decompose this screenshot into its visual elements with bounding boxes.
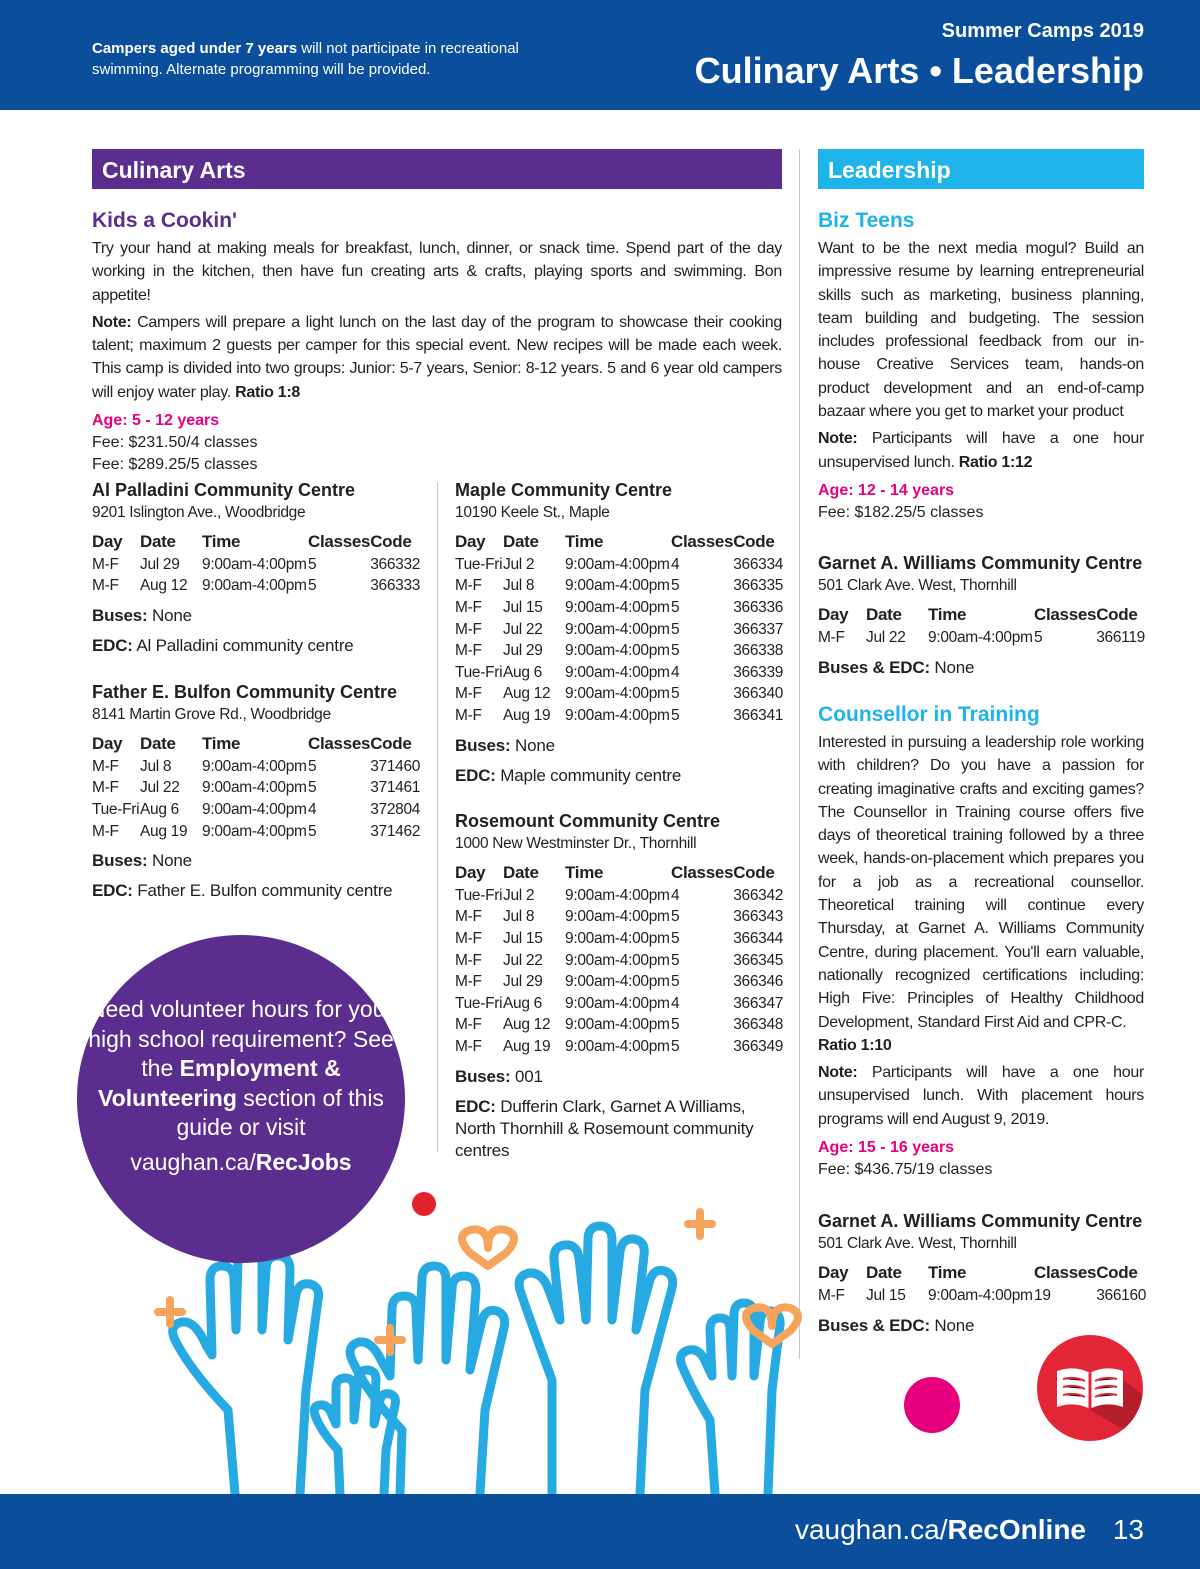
table-cell: 366332 <box>370 555 421 573</box>
table-cell: Aug 19 <box>503 1037 551 1055</box>
table-row <box>92 799 420 821</box>
table-cell: 5 <box>671 951 680 969</box>
column-header: Classes <box>308 532 371 551</box>
column-header: Code <box>733 863 775 882</box>
page-header <box>0 0 1200 110</box>
location-address: 501 Clark Ave. West, Thornhill <box>818 1235 1017 1252</box>
column-header: Day <box>92 734 123 753</box>
table-cell: 366333 <box>370 577 421 595</box>
volunteer-callout <box>77 935 405 1263</box>
table-cell: Jul 29 <box>140 555 180 573</box>
volunteer-text-bold: Employment & Volunteering <box>98 1055 341 1111</box>
table-cell: 366337 <box>733 620 784 638</box>
table-row <box>455 928 783 950</box>
table-cell: Jul 22 <box>503 620 543 638</box>
table-cell: M-F <box>455 685 482 703</box>
table-cell: 9:00am-4:00pm <box>565 1016 670 1034</box>
location-name: Garnet A. Williams Community Centre <box>818 553 1143 573</box>
buses-value: None <box>147 851 192 871</box>
table-row <box>92 821 420 843</box>
edc-info <box>92 880 422 902</box>
program-title: Kids a Cookin' <box>92 209 238 232</box>
edc-info <box>455 765 785 787</box>
column-header: Date <box>140 734 176 753</box>
table-row <box>92 576 420 598</box>
ratio: Ratio 1:8 <box>235 383 300 401</box>
table-cell: 5 <box>671 1037 680 1055</box>
column-header: Code <box>733 532 775 551</box>
edc-label: EDC: <box>92 636 133 656</box>
buses-value: 001 <box>510 1066 543 1086</box>
schedule-table <box>818 603 1145 649</box>
edc-value: Al Palladini community centre <box>132 636 354 656</box>
description-text: Interested in pursuing a leadership role working with children? Do you have a passion for creating imaginative crafts and exciting games? The Counsellor in Training course offers five days of theoretical training followed by a three week, hands-on-placement which prepares you for a job as a recreational counsellor. Theoretical training will continue every Thursday, at Garnet A. Williams Community Centre, during placement. You'll earn valuable, nationally recognized certifications including: High Five: Principles of Healthy Childhood Development, Standard First Aid and CPR-C. <box>818 734 1144 1031</box>
table-cell: Aug 6 <box>140 800 180 818</box>
table-cell: M-F <box>455 1037 482 1055</box>
table-cell: 9:00am-4:00pm <box>928 1286 1033 1304</box>
table-row <box>818 627 1145 649</box>
location-garnet-williams-biz <box>818 551 1148 679</box>
table-cell: 5 <box>308 555 317 573</box>
volunteer-text <box>77 995 405 1143</box>
edc-label: EDC: <box>455 1096 496 1116</box>
note-label: Note: <box>818 1064 858 1082</box>
column-header: Date <box>866 1263 902 1282</box>
swimming-note-text: will not participate in recreational swimming. Alternate programming will be provided. <box>92 40 519 78</box>
location-address: 501 Clark Ave. West, Thornhill <box>818 577 1017 594</box>
reconline-link-plain: vaughan.ca/ <box>794 1514 948 1545</box>
column-header: Date <box>503 863 539 882</box>
table-cell: Jul 15 <box>503 598 543 616</box>
age-range: Age: 12 - 14 years <box>818 481 955 499</box>
table-cell: 5 <box>671 929 680 947</box>
column-header: Date <box>866 605 902 624</box>
table-row <box>92 778 420 800</box>
table-cell: 4 <box>308 800 317 818</box>
table-header-row <box>455 530 783 554</box>
note-label: Note: <box>92 313 132 331</box>
edc-value: Father E. Bulfon community centre <box>132 881 393 901</box>
table-cell: 5 <box>671 642 680 660</box>
edc-value: Maple community centre <box>495 765 682 785</box>
table-cell: 9:00am-4:00pm <box>565 908 670 926</box>
swimming-note-bold: Campers aged under 7 years <box>92 40 298 57</box>
table-cell: 366344 <box>733 929 784 947</box>
table-row <box>455 640 783 662</box>
column-header: Time <box>565 532 604 551</box>
table-cell: M-F <box>455 951 482 969</box>
schedule-table <box>455 530 783 727</box>
fee: Fee: $231.50/4 classes <box>92 434 258 452</box>
buses-value: None <box>510 735 555 755</box>
buses-edc-label: Buses & EDC: <box>818 657 930 677</box>
column-header: Time <box>202 734 241 753</box>
table-cell: 9:00am-4:00pm <box>565 951 670 969</box>
program-description: Want to be the next media mogul? Build an impressive resume by learning entrepreneurial skills such as marketing, business planning, team building and budgeting. The session includes professional feedback from our in-house Creative Services team, hands-on product development and an end-of-camp bazaar where you get to market your product <box>818 240 1144 421</box>
edc-info <box>92 635 422 657</box>
column-header: Classes <box>671 532 734 551</box>
table-cell: 4 <box>671 555 680 573</box>
table-cell: M-F <box>92 822 119 840</box>
table-row <box>455 576 783 598</box>
location-name: Father E. Bulfon Community Centre <box>92 682 398 702</box>
buses-label: Buses: <box>455 735 511 755</box>
table-cell: 9:00am-4:00pm <box>565 994 670 1012</box>
ratio: Ratio 1:10 <box>818 1036 892 1054</box>
column-header: Time <box>928 605 967 624</box>
table-cell: 366345 <box>733 951 784 969</box>
location-garnet-williams-cit <box>818 1209 1148 1337</box>
table-cell: Tue-Fri <box>455 555 503 573</box>
column-header: Classes <box>671 863 734 882</box>
swimming-note <box>92 38 562 80</box>
table-row <box>92 756 420 778</box>
table-cell: Jul 2 <box>503 555 535 573</box>
recjobs-link-bold: RecJobs <box>255 1148 352 1175</box>
column-header: Day <box>92 532 123 551</box>
location-name: Garnet A. Williams Community Centre <box>818 1211 1143 1231</box>
table-cell: M-F <box>455 908 482 926</box>
column-divider <box>437 482 438 1152</box>
reconline-link-bold: RecOnline <box>947 1514 1086 1545</box>
buses-label: Buses: <box>455 1066 511 1086</box>
note-label: Note: <box>818 430 858 448</box>
table-row <box>455 619 783 641</box>
table-row <box>455 885 783 907</box>
table-cell: 5 <box>671 908 680 926</box>
table-row <box>455 907 783 929</box>
column-header: Date <box>140 532 176 551</box>
table-row <box>455 705 783 727</box>
table-cell: Aug 12 <box>140 577 188 595</box>
column-header: Classes <box>308 734 371 753</box>
table-cell: 9:00am-4:00pm <box>565 706 670 724</box>
table-cell: 366348 <box>733 1016 784 1034</box>
table-cell: M-F <box>818 1286 845 1304</box>
program-title: Counsellor in Training <box>818 703 1040 726</box>
table-cell: 4 <box>671 663 680 681</box>
table-row <box>818 1285 1146 1307</box>
table-cell: M-F <box>455 706 482 724</box>
table-cell: 9:00am-4:00pm <box>565 620 670 638</box>
table-cell: 9:00am-4:00pm <box>202 779 307 797</box>
location-rosemount <box>455 809 785 1162</box>
table-header-row <box>92 530 420 554</box>
table-cell: 9:00am-4:00pm <box>565 642 670 660</box>
table-cell: 5 <box>671 598 680 616</box>
recjobs-link[interactable] <box>77 1149 405 1176</box>
schedule-table <box>92 530 420 597</box>
table-cell: Jul 22 <box>140 779 180 797</box>
location-name: Rosemount Community Centre <box>455 811 721 831</box>
column-header: Day <box>455 863 486 882</box>
buses-info <box>455 1066 785 1088</box>
table-cell: 371462 <box>370 822 421 840</box>
table-cell: M-F <box>455 642 482 660</box>
edc-info <box>455 1096 785 1162</box>
table-cell: 5 <box>308 779 317 797</box>
column-header: Day <box>818 1263 849 1282</box>
table-cell: 366335 <box>733 577 784 595</box>
table-cell: Jul 8 <box>503 577 535 595</box>
program-note <box>92 311 782 404</box>
schedule-table <box>818 1261 1146 1307</box>
note-text: Campers will prepare a light lunch on the last day of the program to showcase their cooking talent; maximum 2 guests per camper for this special event. New recipes will be made each week. This camp is divided into two groups: Junior: 5-7 years, Senior: 8-12 years. 5 and 6 year old campers will enjoy water play. <box>92 313 782 401</box>
column-header: Date <box>503 532 539 551</box>
location-address: 9201 Islington Ave., Woodbridge <box>92 504 306 521</box>
program-note <box>818 1061 1144 1131</box>
location-name: Maple Community Centre <box>455 480 673 500</box>
program-description <box>818 731 1144 1057</box>
table-cell: Tue-Fri <box>455 663 503 681</box>
buses-info <box>92 850 422 872</box>
table-cell: 9:00am-4:00pm <box>202 577 307 595</box>
table-row <box>455 971 783 993</box>
table-row <box>455 1036 783 1058</box>
table-cell: M-F <box>455 598 482 616</box>
ratio: Ratio 1:12 <box>958 453 1033 471</box>
table-cell: 9:00am-4:00pm <box>565 929 670 947</box>
table-cell: Tue-Fri <box>455 886 503 904</box>
column-header: Day <box>818 605 849 624</box>
table-cell: 366119 <box>1096 628 1145 646</box>
edc-value: Dufferin Clark, Garnet A Williams, North Thornhill & Rosemount community centres <box>455 1096 754 1160</box>
table-cell: 366338 <box>733 642 784 660</box>
table-cell: 366342 <box>733 886 784 904</box>
table-cell: 9:00am-4:00pm <box>565 1037 670 1055</box>
reconline-link[interactable] <box>795 1514 1086 1546</box>
page-number: 13 <box>1112 1514 1144 1545</box>
table-cell: M-F <box>455 1016 482 1034</box>
column-header: Code <box>370 532 412 551</box>
column-header: Time <box>202 532 241 551</box>
location-maple <box>455 478 785 787</box>
column-header: Day <box>455 532 486 551</box>
fee: Fee: $436.75/19 classes <box>818 1161 993 1179</box>
table-header-row <box>92 732 420 756</box>
table-cell: Jul 15 <box>866 1286 906 1304</box>
table-cell: 371460 <box>370 757 421 775</box>
table-cell: 5 <box>671 706 680 724</box>
table-cell: Jul 2 <box>503 886 535 904</box>
biz-teens-program <box>818 209 1144 524</box>
culinary-section-header: Culinary Arts <box>92 149 782 189</box>
table-cell: 366346 <box>733 973 784 991</box>
guide-title: Summer Camps 2019 <box>941 20 1144 42</box>
schedule-table <box>92 732 420 842</box>
table-header-row <box>818 1261 1146 1285</box>
location-address: 1000 New Westminster Dr., Thornhill <box>455 835 697 852</box>
table-row <box>455 597 783 619</box>
table-cell: 4 <box>671 886 680 904</box>
table-cell: 366347 <box>733 994 784 1012</box>
table-cell: 4 <box>671 994 680 1012</box>
recjobs-link-plain: vaughan.ca/ <box>130 1148 256 1175</box>
location-address: 10190 Keele St., Maple <box>455 504 610 521</box>
book-icon <box>1037 1335 1143 1441</box>
table-header-row <box>455 861 783 885</box>
buses-info <box>455 735 785 757</box>
leadership-section-header: Leadership <box>818 149 1144 189</box>
table-cell: Aug 6 <box>503 994 543 1012</box>
buses-edc-info <box>818 1315 1148 1337</box>
buses-label: Buses: <box>92 606 148 626</box>
table-cell: Jul 22 <box>503 951 543 969</box>
location-name: Al Palladini Community Centre <box>92 480 356 500</box>
table-cell: 9:00am-4:00pm <box>202 800 307 818</box>
table-cell: 9:00am-4:00pm <box>202 555 307 573</box>
table-cell: 5 <box>671 620 680 638</box>
program-title: Biz Teens <box>818 209 915 232</box>
table-cell: Jul 8 <box>140 757 172 775</box>
table-cell: Jul 29 <box>503 973 543 991</box>
volunteer-text-a: Need volunteer hours for your high school requirement? See the <box>88 996 394 1081</box>
column-header: Time <box>565 863 604 882</box>
table-cell: 9:00am-4:00pm <box>565 886 670 904</box>
table-cell: M-F <box>92 577 119 595</box>
column-header: Time <box>928 1263 967 1282</box>
edc-label: EDC: <box>455 765 496 785</box>
table-header-row <box>818 603 1145 627</box>
buses-label: Buses: <box>92 851 148 871</box>
page-footer <box>0 1494 1200 1569</box>
table-cell: 9:00am-4:00pm <box>565 973 670 991</box>
fee: Fee: $182.25/5 classes <box>818 503 984 521</box>
table-cell: M-F <box>455 929 482 947</box>
table-cell: 5 <box>308 757 317 775</box>
table-cell: 9:00am-4:00pm <box>202 757 307 775</box>
table-cell: 5 <box>671 973 680 991</box>
column-header: Code <box>370 734 412 753</box>
table-cell: Jul 22 <box>866 628 906 646</box>
table-row <box>92 554 420 576</box>
table-cell: Jul 15 <box>503 929 543 947</box>
column-header: Classes <box>1034 1263 1097 1282</box>
table-cell: Tue-Fri <box>455 994 503 1012</box>
table-cell: 9:00am-4:00pm <box>565 663 670 681</box>
fee: Fee: $289.25/5 classes <box>92 456 258 474</box>
table-cell: 366340 <box>733 685 784 703</box>
table-cell: 366341 <box>733 706 784 724</box>
table-cell: Jul 8 <box>503 908 535 926</box>
table-cell: 9:00am-4:00pm <box>202 822 307 840</box>
table-cell: Jul 29 <box>503 642 543 660</box>
table-cell: 366349 <box>733 1037 784 1055</box>
table-cell: M-F <box>455 620 482 638</box>
buses-edc-value: None <box>929 1315 975 1335</box>
table-cell: 366160 <box>1096 1286 1147 1304</box>
edc-label: EDC: <box>92 881 133 901</box>
table-cell: 5 <box>671 1016 680 1034</box>
buses-edc-value: None <box>929 657 975 677</box>
kids-cookin-program <box>92 209 782 476</box>
table-cell: Aug 12 <box>503 1016 551 1034</box>
decorative-dot <box>904 1377 960 1433</box>
buses-info <box>92 605 422 627</box>
table-cell: M-F <box>92 555 119 573</box>
table-cell: 5 <box>671 685 680 703</box>
program-note <box>818 427 1144 474</box>
table-row <box>455 684 783 706</box>
table-cell: 371461 <box>370 779 421 797</box>
table-cell: M-F <box>455 973 482 991</box>
table-cell: Aug 19 <box>503 706 551 724</box>
table-cell: 5 <box>308 822 317 840</box>
table-cell: 19 <box>1034 1286 1051 1304</box>
table-row <box>455 662 783 684</box>
location-father-bulfon <box>92 680 422 902</box>
table-cell: Aug 12 <box>503 685 551 703</box>
program-description: Try your hand at making meals for breakfast, lunch, dinner, or snack time. Spend part of the day working in the kitchen, then have fun creating arts & crafts, playing sports and swimming. Bon appetite! <box>92 240 782 304</box>
column-header: Code <box>1096 1263 1138 1282</box>
table-row <box>455 950 783 972</box>
table-cell: 9:00am-4:00pm <box>565 598 670 616</box>
buses-edc-info <box>818 657 1148 679</box>
table-cell: Aug 6 <box>503 663 543 681</box>
table-cell: M-F <box>455 577 482 595</box>
table-cell: Aug 19 <box>140 822 188 840</box>
table-cell: 5 <box>671 577 680 595</box>
location-al-palladini <box>92 478 422 657</box>
table-row <box>455 993 783 1015</box>
table-cell: 366334 <box>733 555 784 573</box>
note-text: Participants will have a one hour unsupervised lunch. With placement hours programs will end August 9, 2019. <box>818 1064 1144 1128</box>
table-cell: 366343 <box>733 908 784 926</box>
table-cell: 9:00am-4:00pm <box>928 628 1033 646</box>
column-header: Code <box>1096 605 1138 624</box>
column-divider <box>799 149 800 1359</box>
table-row <box>455 554 783 576</box>
book-glyph <box>1037 1335 1143 1441</box>
table-cell: 366339 <box>733 663 784 681</box>
table-cell: 9:00am-4:00pm <box>565 577 670 595</box>
table-cell: 9:00am-4:00pm <box>565 555 670 573</box>
age-range: Age: 5 - 12 years <box>92 412 220 430</box>
table-cell: Tue-Fri <box>92 800 140 818</box>
location-address: 8141 Martin Grove Rd., Woodbridge <box>92 706 331 723</box>
table-cell: 5 <box>308 577 317 595</box>
buses-value: None <box>147 606 192 626</box>
note-text: Participants will have a one hour unsupervised lunch. <box>818 430 1144 471</box>
table-cell: 372804 <box>370 800 421 818</box>
page-title: Culinary Arts • Leadership <box>694 50 1144 91</box>
volunteer-text-b: section of this guide or visit <box>176 1084 384 1140</box>
table-cell: 9:00am-4:00pm <box>565 685 670 703</box>
table-cell: 366336 <box>733 598 784 616</box>
table-cell: M-F <box>92 779 119 797</box>
table-cell: 5 <box>1034 628 1043 646</box>
table-cell: M-F <box>92 757 119 775</box>
buses-edc-label: Buses & EDC: <box>818 1315 930 1335</box>
column-header: Classes <box>1034 605 1097 624</box>
counsellor-in-training-program <box>818 703 1144 1181</box>
schedule-table <box>455 861 783 1058</box>
table-cell: M-F <box>818 628 845 646</box>
age-range: Age: 15 - 16 years <box>818 1139 955 1157</box>
table-row <box>455 1015 783 1037</box>
